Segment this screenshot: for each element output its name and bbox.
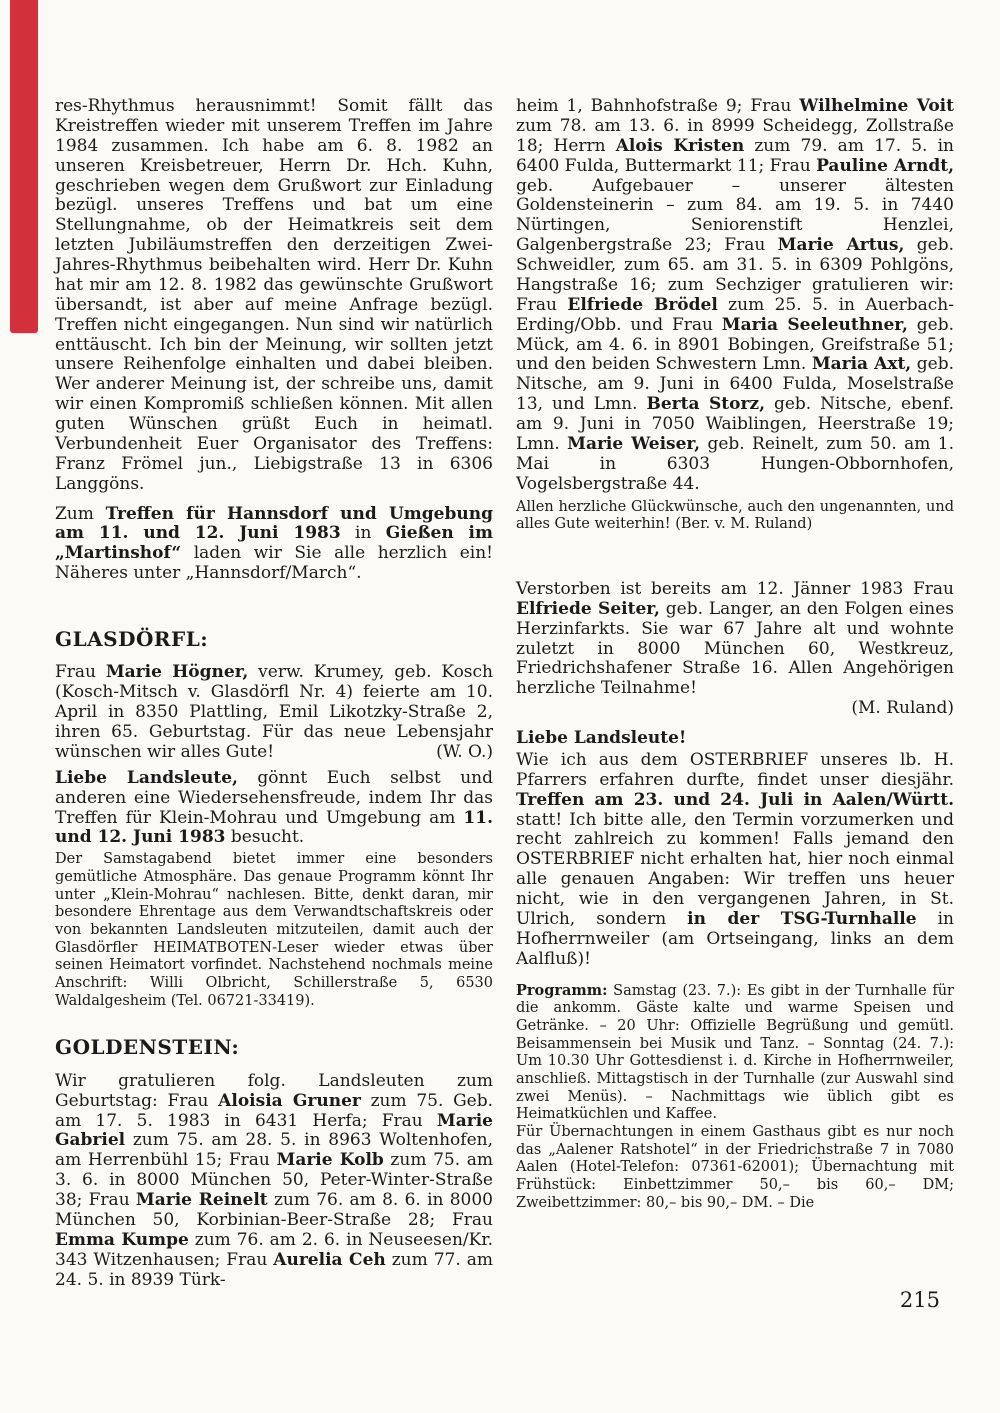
- text-run: zum 25. 5. in Auerbach-Erding/Obb. und Frau: [516, 294, 954, 335]
- paragraph: [516, 982, 954, 1125]
- text-run: Wir gratulieren folg. Landsleuten zum Geburtstag: Frau: [55, 1070, 493, 1111]
- text-run: (M. Ruland): [851, 698, 954, 719]
- text-run: Verstorben ist bereits am 12. Jänner 1983 Frau: [516, 578, 954, 599]
- paragraph: [55, 663, 493, 762]
- bold-text-run: Berta Storz,: [646, 394, 765, 415]
- text-run: Zum: [55, 503, 106, 524]
- bold-text-run: Treffen für Hannsdorf und Umgebung am 11. und 12. Juni 1983: [55, 503, 493, 544]
- bold-text-run: 11. und 12. Juni 1983: [55, 807, 493, 848]
- glasdorfl-heading: [55, 628, 493, 651]
- text-run: geb. Nitsche, am 9. Juni in 6400 Fulda, Moselstraße 13, und Lmn.: [516, 354, 954, 415]
- text-run: geb. Mück, am 4. 6. in 8901 Bobingen, Greifstraße 51; und den beiden Schwestern Lmn.: [516, 314, 954, 375]
- text-run: zum 75. am 3. 6. in 8000 München 50, Peter-Winter-Straße 38; Frau: [55, 1150, 493, 1211]
- bold-text-run: Maria Axt,: [811, 354, 912, 375]
- text-run: zum 76. am 8. 6. in 8000 München 50, Korbinian-Beer-Straße 28; Frau: [55, 1190, 493, 1230]
- text-run: Samstag (23. 7.): Es gibt in der Turnhalle für die ankomm. Gäste kalte und warme Speisen und Getränke. – 20 Uhr: Offizielle Begrüßung und gemütl. Beisammensein bei Musik und Tanz. – Sonntag (24. 7.): Um 10.30 Uhr Gottesdienst i. d. Kirche in Hofherrnweiler, anschließ. Mittagstisch in der Turnhalle (zur Auswahl sind zwei Menüs). – Nachmittags wie üblich gibt es Heimatküchlen und Kaffee.: [516, 982, 954, 1123]
- bold-text-run: Elfriede Brödel: [567, 294, 718, 315]
- text-run: Der Samstagabend bietet immer eine besonders gemütliche Atmosphäre. Das genaue Programm könnt Ihr unter „Klein-Mohrau“ nachlesen. Bitte, denkt daran, mir besondere Ehrentage aus dem Verwandtschaftskreis oder von bekannten Landsleuten mitzuteilen, damit auch der Glasdörfler HEIMATBOTEN-Leser wieder etwas über seinen Heimatort vorfindet. Nachstehend nochmals meine Anschrift: Willi Olbricht, Schillerstraße 5, 6530 Waldalgesheim (Tel. 06721-33419).: [55, 851, 493, 1009]
- text-run: gönnt Euch selbst und anderen eine Wiedersehensfreude, indem Ihr das Treffen für Klein-Mohrau und Umgebung am: [55, 767, 493, 828]
- text-run: geb. Aufgebauer – unserer ältesten Goldensteinerin – zum 84. am 19. 5. in 7440 Nürtingen, Seniorenstift Henzlei, Galgenbergstraße 23; Frau: [516, 175, 954, 256]
- bold-text-run: Aloisia Gruner: [218, 1090, 361, 1111]
- liebe-landsleute-heading: [516, 729, 954, 749]
- bold-text-run: Liebe Landsleute,: [55, 767, 238, 788]
- text-run: Allen herzliche Glückwünsche, auch den ungenannten, und alles Gute weiterhin! (Ber. v. M. Ruland): [516, 498, 954, 533]
- paragraph: [55, 97, 493, 495]
- bold-text-run: Alois Kristen: [615, 135, 745, 156]
- bold-text-run: Marie Gabriel: [55, 1110, 493, 1151]
- paragraph: [55, 1072, 493, 1291]
- bold-text-run: Treffen am 23. und 24. Juli in Aalen/Württ.: [516, 789, 954, 810]
- paragraph: [516, 1124, 954, 1212]
- text-run: res-Rhythmus herausnimmt! Somit fällt das Kreistreffen wieder mit unserem Treffen im Jahre 1984 zusammen. Ich habe am 6. 8. 1982 an unseren Kreisbetreuer, Herrn Dr. Hch. Kuhn, geschrieben wegen dem Grußwort zur Einladung bezügl. unseres Treffens und bat um eine Stellungnahme, ob der Heimatkreis seit dem letzten Jubiläumstreffen den derzeitigen Zwei-Jahres-Rhythmus beibehalten wird. Herr Dr. Kuhn hat mir am 12. 8. 1982 das gewünschte Grußwort übersandt, ist aber auf meine Anfrage bezügl. Treffen nicht eingegangen. Nun sind wir natürlich enttäuscht. Ich bin der Meinung, wir sollten jetzt unsere Reihenfolge einhalten und dabei bleiben. Wer anderer Meinung ist, der schreibe uns, damit wir einen Kompromiß schließen können. Mit allen guten Wünschen grüßt Euch in heimatl. Verbundenheit Euer Organisator des Treffens: Franz Frömel jun., Liebigstraße 13 in 6306 Langgöns.: [55, 96, 493, 494]
- bold-text-run: Marie Reinelt: [135, 1190, 268, 1211]
- left-text-column: [55, 97, 493, 1290]
- bold-text-run: Elfriede Seiter,: [516, 598, 660, 619]
- text-run: Wie ich aus dem OSTERBRIEF unseres lb. H. Pfarrers erfahren durfte, findet unser diesjähr.: [516, 749, 954, 790]
- text-run: geb. Langer, an den Folgen eines Herzinfarkts. Sie war 67 Jahre alt und wohnte zuletzt in 8000 München 60, Westkreuz, Friedrichshafener Straße 16. Allen Angehörigen herzliche Teilnahme!: [516, 598, 954, 699]
- text-run: zum 75. Geb. am 17. 5. 1983 in 6431 Herfa; Frau: [55, 1090, 493, 1131]
- text-run: zum 79. am 17. 5. in 6400 Fulda, Buttermarkt 11; Frau: [516, 135, 954, 176]
- paragraph: [516, 699, 954, 719]
- bold-text-run: Marie Kolb: [276, 1150, 384, 1171]
- text-run: besucht.: [225, 827, 305, 848]
- goldenstein-heading: [55, 1036, 493, 1059]
- bold-text-run: Pauline Arndt,: [816, 155, 954, 176]
- paragraph: [55, 851, 493, 1010]
- text-run: zum 77. am 24. 5. in 8939 Türk-: [55, 1249, 493, 1290]
- paragraph: [55, 769, 493, 849]
- bold-text-run: Marie Högner,: [105, 662, 249, 683]
- text-run: geb. Reinelt, zum 50. am 1. Mai in 6303 Hungen-Obbornhofen, Vogelsbergstraße 44.: [516, 433, 954, 494]
- text-run: zum 76. am 2. 6. in Neuseesen/Kr. 343 Witzenhausen; Frau: [55, 1229, 493, 1270]
- text-run: zum 75. am 28. 5. in 8963 Woltenhofen, am Herrenbühl 15; Frau: [55, 1130, 493, 1171]
- bold-text-run: Marie Weiser,: [567, 433, 701, 454]
- bold-text-run: Liebe Landsleute!: [516, 728, 687, 748]
- text-run: geb. Schweidler, zum 65. am 31. 5. in 6309 Pohlgöns, Hangstraße 16; zum Sechziger gratulieren wir: Frau: [516, 235, 954, 315]
- bold-text-run: Aurelia Ceh: [273, 1249, 386, 1270]
- text-run: verw. Krumey, geb. Kosch (Kosch-Mitsch v. Glasdörfl Nr. 4) feierte am 10. April in 8350 Plattling, Emil Likotzky-Straße 2, ihren 65. Geburtstag. Für das neue Lebensjahr wünschen wir alles Gute!: [55, 662, 493, 762]
- bold-text-run: Maria Seeleuthner,: [721, 314, 908, 335]
- bold-text-run: GOLDENSTEIN:: [55, 1035, 240, 1060]
- text-run: Frau: [55, 662, 106, 683]
- paragraph: [516, 97, 954, 495]
- bold-text-run: Gießen im „Martinshof“: [55, 523, 494, 564]
- red-bookmark-ribbon: [10, 0, 38, 333]
- text-run: laden wir Sie alle herzlich ein! Näheres unter „Hannsdorf/March“.: [55, 543, 493, 584]
- paragraph: [516, 580, 954, 699]
- bold-text-run: Emma Kumpe: [55, 1229, 189, 1250]
- text-run: Für Übernachtungen in einem Gasthaus gibt es nur noch das „Aalener Ratshotel“ in der Friedrichstraße 7 in 7080 Aalen (Hotel-Telefon: 07361-62001); Übernachtung mit Frühstück: Einbettzimmer 50,– bis 60,– DM; Zweibettzimmer: 80,– bis 90,– DM. – Die: [516, 1124, 954, 1211]
- text-run: (W. O.): [436, 741, 493, 762]
- bold-text-run: Marie Artus,: [777, 235, 905, 256]
- text-run: zum 78. am 13. 6. in 8999 Scheidegg, Zollstraße 18; Herrn: [516, 115, 954, 156]
- text-run: statt! Ich bitte alle, den Termin vorzumerken und recht zahlreich zu kommen! Falls jemand den OSTERBRIEF nicht erhalten hat, hier noch einmal alle genauen Angaben: Wir treffen uns heuer nicht, wie in den vergangenen Jahren, in St. Ulrich, sondern: [516, 809, 954, 929]
- page-number: 215: [899, 1288, 940, 1312]
- text-run: in Hofherrnweiler (am Ortseingang, links an dem Aalfluß)!: [516, 908, 954, 969]
- paragraph: [516, 751, 954, 970]
- text-run: geb. Nitsche, ebenf. am 9. Juni in 7050 Waiblingen, Heerstraße 19; Lmn.: [516, 394, 954, 454]
- bold-text-run: Programm:: [516, 981, 608, 999]
- bold-text-run: GLASDÖRFL:: [55, 627, 209, 651]
- bold-text-run: in der TSG-Turnhalle: [687, 908, 917, 929]
- text-run: heim 1, Bahnhofstraße 9; Frau: [516, 96, 800, 116]
- bold-text-run: Wilhelmine Voit: [799, 96, 954, 116]
- paragraph: [516, 499, 954, 534]
- text-run: in: [340, 523, 386, 544]
- right-text-column: [516, 97, 954, 1212]
- paragraph: [55, 505, 493, 585]
